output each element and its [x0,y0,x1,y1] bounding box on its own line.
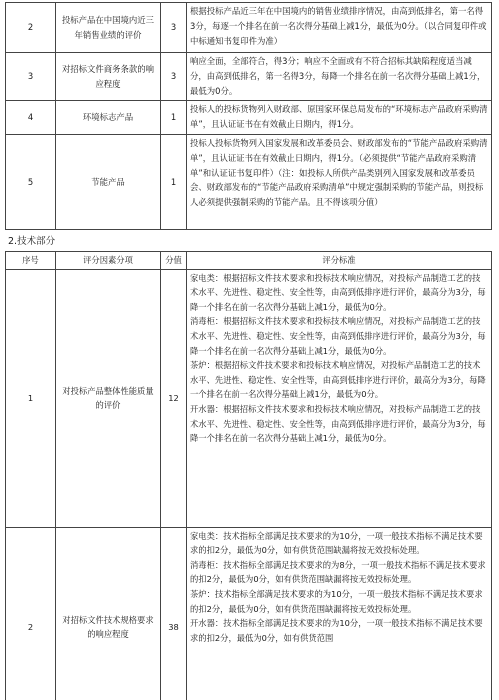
criteria-item: 家电类：根据招标文件技术要求和投标技术响应情况，对投标产品制造工艺的技术水平、先进性、稳定性、安全性等，由高到低排序进行评价，最高分为3分，每降一个排名在前一名次得分基础上减1分，最低为0分。 [190,272,486,312]
table-row [6,527,492,700]
scoring-factor: 节能产品 [56,135,161,230]
criteria-item: 开水器：根据招标文件技术要求和投标技术响应情况，对投标产品制造工艺的技术水平、先进性、稳定性、安全性等，由高到低排序进行评价，最高分为3分，每降一个排名在前一名次得分基础上减1分，最低为0分。 [190,403,486,444]
score-value: 38 [161,527,187,700]
score-value: 12 [161,269,187,527]
table-row [6,269,492,527]
row-number: 2 [6,3,56,53]
score-value: 1 [161,135,187,230]
table-row [6,53,492,101]
scoring-criteria: 响应全面，全部符合，得3分；响应不全面或有不符合招标其缺陷程度适当减分，由高到低排名，第一名得3分，每降一个排名在前一名次得分基础上减1分，最低为0分。 [187,53,492,101]
scoring-factor: 投标产品在中国境内近三年销售业绩的评价 [56,3,161,53]
scoring-factor: 对招标文件技术规格要求的响应程度 [56,527,161,700]
scoring-factor: 对投标产品整体性能质量的评价 [56,269,161,527]
score-value: 3 [161,53,187,101]
score-value: 1 [161,101,187,135]
scoring-factor: 环境标志产品 [56,101,161,135]
criteria-item: 开水器：技术指标全部满足技术要求的为10分，一项一般技术指标不满足技术要求的扣2分，最低为0分，如有供货范围 [190,618,483,643]
row-number: 5 [6,135,56,230]
column-header-score: 分值 [161,252,187,270]
scoring-criteria [187,269,492,527]
criteria-item: 消毒柜：根据招标文件技术要求和投标技术响应情况，对投标产品制造工艺的技术水平、先进性、稳定性、安全性等，由高到低排序进行评价，最高分为3分，每降一个排名在前一名次得分基础上减1分，最低为0分。 [190,316,486,356]
row-number: 2 [6,527,56,700]
scoring-criteria: 投标人投标货物列入国家发展和改革委员会、财政部发布的“节能产品政府采购清单”，且认证证书在有效截止日期内，得1分。（必须提供“节能产品政府采购清单”和认证证书复印件）（注：如投标人所供产品类别列入国家发展和改革委员会、财政部发布的“节能产品政府采购清单”中规定强制采购的节能产品，则投标人必须提供强制采购的节能产品。且不得该项分值） [187,135,492,230]
column-header-factor: 评分因素分项 [56,252,161,270]
column-header-number: 序号 [6,252,56,270]
commercial-scoring-table [5,2,492,230]
scoring-criteria: 根据投标产品近三年在中国境内的销售业绩排序情况，由高到低排名，第一名得3分，每逐一个排名在前一名次得分基础上减1分，最低为0分。（以合同复印件或中标通知书复印件为准） [187,3,492,53]
criteria-item: 家电类：技术指标全部满足技术要求的为10分，一项一般技术指标不满足技术要求的扣2分，最低为0分，如有供货范围缺漏将按无效投标处理。 [190,530,483,556]
column-header-criteria: 评分标准 [187,252,492,270]
section-heading: 2.技术部分 [8,236,56,247]
row-number: 1 [6,269,56,527]
technical-scoring-table [5,251,492,700]
table-row [6,101,492,135]
criteria-item: 消毒柜：技术指标全部满足技术要求的为8分，一项一般技术指标不满足技术要求的扣2分，最低为0分，如有供货范围缺漏将按无效投标处理。 [190,559,486,585]
table-row [6,135,492,230]
score-value: 3 [161,3,187,53]
scoring-factor: 对招标文件商务条款的响应程度 [56,53,161,101]
table-header-row [6,252,492,270]
row-number: 4 [6,101,56,135]
criteria-item: 茶炉：技术指标全部满足技术要求的为10分，一项一般技术指标不满足技术要求的扣2分，最低为0分，如有供货范围缺漏将按无效投标处理。 [190,588,483,614]
scoring-criteria: 投标人的投标货物列入财政部、原国家环保总局发布的“环境标志产品政府采购清单”，且认证证书在有效截止日期内，得1分。 [187,101,492,135]
row-number: 3 [6,53,56,101]
criteria-item: 茶炉：根据招标文件技术要求和投标技术响应情况，对投标产品制造工艺的技术水平、先进性、稳定性、安全性等，由高到低排序进行评价，最高分为3分，每降一个排名在前一名次得分基础上减1分，最低为0分。 [190,360,486,400]
table-row [6,3,492,53]
scoring-criteria [187,527,492,700]
